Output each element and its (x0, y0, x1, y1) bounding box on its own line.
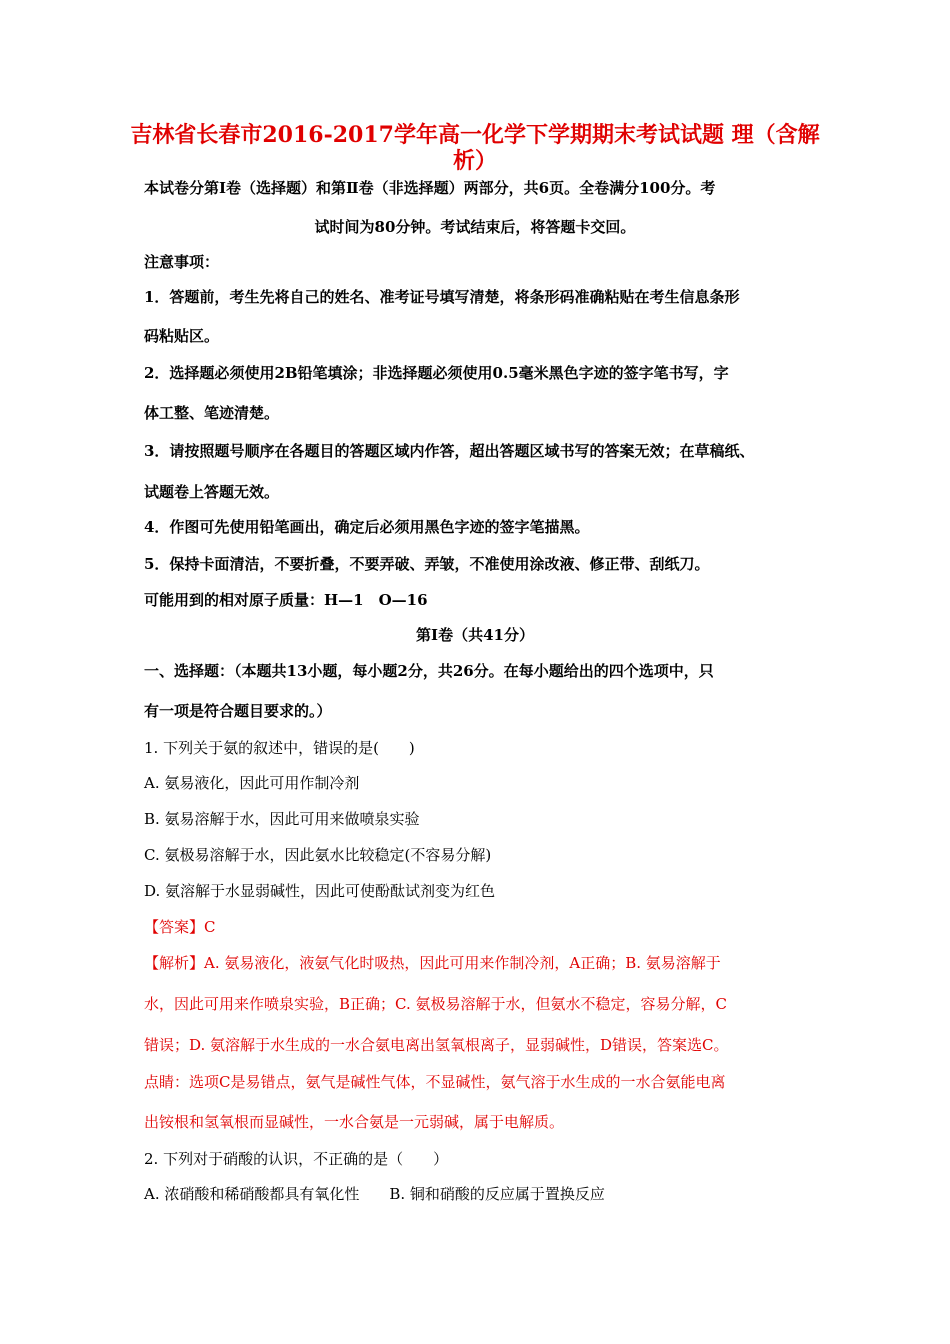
answer-value: C (204, 918, 216, 936)
question-1-option: D. 氨溶解于水显弱碱性，因此可使酚酞试剂变为红色 (144, 882, 496, 900)
analysis-line: 水，因此可用来作喷泉实验，B正确；C. 氨极易溶解于水，但氨水不稳定，容易分解，C (144, 995, 727, 1013)
atomic-mass: 可能用到的相对原子质量：H—1 O—16 (144, 591, 428, 609)
intro-line-2: 试时间为80分钟。考试结束后，将答题卡交回。 (314, 218, 636, 236)
answer-line (144, 916, 216, 937)
note-line: 体工整、笔迹清楚。 (144, 404, 280, 422)
question-1-option: C. 氨极易溶解于水，因此氨水比较稳定(不容易分解) (144, 846, 492, 864)
analysis-line: 出铵根和氢氧根而显碱性，一水合氨是一元弱碱，属于电解质。 (144, 1113, 565, 1131)
question-1-option: B. 氨易溶解于水，因此可用来做喷泉实验 (144, 810, 420, 828)
question-2-stem: 2. 下列对于硝酸的认识，不正确的是（ ） (144, 1150, 449, 1168)
section-title: 第Ⅰ卷（共41分） (416, 626, 534, 644)
question-1-stem: 1. 下列关于氨的叙述中，错误的是( ) (144, 739, 415, 757)
note-line: 4．作图可先使用铅笔画出，确定后必须用黑色字迹的签字笔描黑。 (144, 518, 590, 536)
note-line: 试题卷上答题无效。 (144, 483, 280, 501)
section-desc-line: 一、选择题：（本题共13小题，每小题2分，共26分。在每小题给出的四个选项中，只 (144, 662, 714, 680)
analysis-line: 错误；D. 氨溶解于水生成的一水合氨电离出氢氧根离子，显弱碱性，D错误，答案选C。 (144, 1036, 729, 1054)
analysis-line (144, 952, 721, 973)
note-line: 3．请按照题号顺序在各题目的答题区域内作答，超出答题区域书写的答案无效；在草稿纸、 (144, 442, 755, 460)
note-line: 1．答题前，考生先将自己的姓名、准考证号填写清楚，将条形码准确粘贴在考生信息条形 (144, 288, 740, 306)
analysis-line: 点睛：选项C是易错点，氨气是碱性气体，不显碱性，氨气溶于水生成的一水合氨能电离 (144, 1073, 726, 1091)
question-1-option: A. 氨易液化，因此可用作制冷剂 (144, 774, 360, 792)
page-title: 吉林省长春市2016-2017学年高一化学下学期期末考试试题 理（含解析） (130, 122, 820, 174)
note-line: 5．保持卡面清洁，不要折叠，不要弄破、弄皱，不准使用涂改液、修正带、刮纸刀。 (144, 555, 710, 573)
section-desc-line: 有一项是符合题目要求的。） (144, 702, 332, 720)
note-line: 码粘贴区。 (144, 327, 220, 345)
intro-line-1: 本试卷分第Ⅰ卷（选择题）和第Ⅱ卷（非选择题）两部分，共6页。全卷满分100分。考 (144, 179, 716, 197)
question-2-options-row: A. 浓硝酸和稀硝酸都具有氧化性 B. 铜和硝酸的反应属于置换反应 (144, 1185, 605, 1203)
notes-heading: 注意事项： (144, 253, 220, 271)
analysis-text: A. 氨易液化，液氨气化时吸热，因此可用来作制冷剂，A正确；B. 氨易溶解于 (204, 954, 721, 972)
note-line: 2．选择题必须使用2B铅笔填涂；非选择题必须使用0.5毫米黑色字迹的签字笔书写，字 (144, 364, 729, 382)
analysis-tag: 【解析】 (144, 954, 205, 972)
answer-tag: 【答案】 (144, 918, 205, 936)
